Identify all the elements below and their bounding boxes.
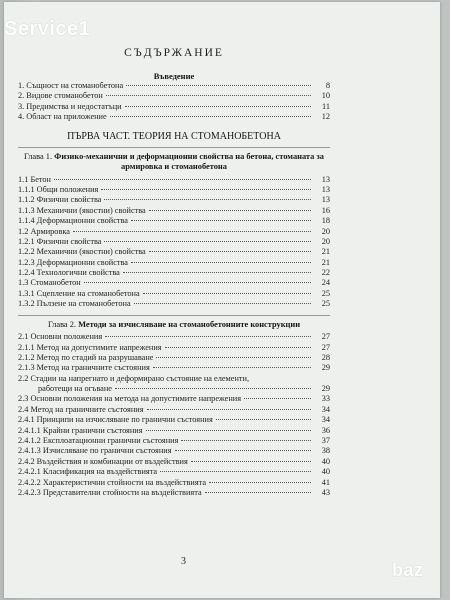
toc-entry: [18, 426, 330, 436]
toc-entry-page: 25: [321, 288, 330, 298]
toc-entry-page: 33: [321, 394, 330, 404]
dot-leader: [115, 388, 311, 389]
toc-entry: [18, 478, 330, 488]
toc-entry: [18, 102, 330, 112]
toc-entry: [18, 394, 330, 404]
toc-entry-page: 16: [321, 205, 330, 215]
dot-leader: [104, 241, 311, 242]
toc-entry-page: 29: [321, 363, 330, 373]
toc-entry-label: 1.1.4 Деформационни свойства: [18, 216, 128, 226]
toc-entry-label: 1.3 Стоманобетон: [18, 278, 81, 288]
toc-entry-page: 34: [321, 404, 330, 414]
dot-leader: [160, 471, 311, 472]
toc-entry-label: 2.4 Метод на граничните състояния: [18, 404, 144, 414]
toc-entry: [18, 299, 330, 309]
page-title: СЪДЪРЖАНИЕ: [124, 47, 224, 59]
dot-leader: [105, 336, 311, 337]
dot-leader: [54, 179, 311, 180]
toc-entry-page: 20: [321, 236, 330, 246]
toc-entry: [18, 175, 330, 185]
dot-leader: [216, 419, 311, 420]
dot-leader: [181, 440, 311, 441]
dot-leader: [143, 293, 311, 294]
toc-entry-label: 2.3 Основни положения на метода на допустимите напрежения: [18, 394, 242, 404]
chapter1-list: [18, 175, 330, 310]
dot-leader: [244, 398, 311, 399]
toc-entry: [18, 258, 330, 268]
dot-leader: [149, 210, 311, 211]
toc-entry: [18, 343, 330, 353]
toc-entry-label: 2.4.2.3 Представителни стойности на въздействията: [18, 488, 202, 497]
toc-entry-page: 13: [321, 184, 330, 194]
dot-leader: [149, 251, 311, 252]
toc-entry-page: 36: [321, 425, 330, 435]
divider: [18, 315, 330, 316]
toc-entry-page: 40: [321, 467, 330, 477]
toc-entry-label: 2.1.3 Метод на граничните състояния: [18, 363, 150, 373]
toc-entry-page: 18: [321, 216, 330, 226]
toc-entry: [18, 363, 330, 373]
toc-entry-label: работещи на огъване: [38, 384, 112, 394]
toc-entry-label: 1.3.2 Пълзене на стоманобетона: [18, 299, 131, 309]
chapter-prefix: Глава 2.: [47, 319, 77, 329]
dot-leader: [73, 231, 311, 232]
chapter-heading: [18, 152, 330, 173]
chapter-heading: [18, 320, 330, 331]
toc-entry-label: 1. Същност на стоманобетона: [18, 81, 124, 90]
toc-entry-label: 1.3.1 Сцепление на стоманобетона: [18, 288, 140, 298]
toc-entry: [18, 332, 330, 342]
dot-leader: [134, 303, 311, 304]
toc-entry: [18, 278, 330, 288]
toc-entry: [18, 353, 330, 363]
toc-entry-label: 1.1.1 Общи положения: [18, 184, 99, 194]
part-title: ТЕОРИЯ НА СТОМАНОБЕТОНА: [132, 130, 281, 142]
dot-leader: [146, 430, 311, 431]
toc-entry: [18, 467, 330, 477]
toc-entry-label: 2.4.1.1 Крайни гранични състояния: [18, 425, 143, 435]
toc-entry-page: 29: [321, 384, 330, 394]
toc-entry-label: 2.1 Основни положения: [18, 332, 103, 342]
dot-leader: [191, 461, 311, 462]
toc-entry-page: 34: [321, 415, 330, 425]
toc-entry: [18, 436, 330, 446]
dot-leader: [131, 220, 311, 221]
toc-entry-page: 27: [321, 342, 330, 352]
toc-entry-label: 2.4.1.3 Изчисляване по гранични състояния: [18, 446, 172, 456]
toc-entry: [18, 289, 330, 299]
toc-entry-label: 1.2.2 Механични (якостни) свойства: [18, 247, 146, 257]
toc-entry: [18, 195, 330, 205]
dot-leader: [205, 492, 311, 493]
intro-heading: Въведение: [153, 71, 195, 81]
toc-entry-label: 2.1.1 Метод на допустимите напрежения: [18, 342, 162, 352]
toc-entry-page: 12: [321, 112, 330, 122]
toc-entry-page: 22: [321, 268, 330, 278]
dot-leader: [101, 189, 311, 190]
document-page: [4, 2, 440, 598]
dot-leader: [123, 272, 311, 273]
toc-entry-label: 2.2 Стадии на напрегнато и деформирано състояние на елементи,: [18, 373, 250, 383]
toc-entry-label: 1.2 Армировка: [18, 226, 70, 236]
toc-entry-label: 1.1.3 Механични (якостни) свойства: [18, 205, 146, 215]
toc-entry: [18, 374, 330, 384]
toc-entry: [18, 81, 330, 91]
toc-entry: [18, 247, 330, 257]
page-number: 3: [181, 556, 186, 567]
toc-entry-label: 2.1.2 Метод по стадий на разрушаване: [18, 352, 154, 362]
dot-leader: [156, 357, 311, 358]
toc-entry-label: 2.4.2.1 Класификация на въздействията: [18, 467, 158, 477]
logo: baz: [392, 560, 424, 580]
toc-entry-label: 2.4.2 Въздействия и комбинации от въздействия: [18, 456, 188, 466]
toc-entry-label: 1.2.3 Деформационни свойства: [18, 257, 128, 267]
toc-entry: [18, 237, 330, 247]
toc-entry-page: 20: [321, 226, 330, 236]
toc-entry-label: 1.2.4 Технологични свойства: [18, 268, 120, 278]
toc-entry-label: 3. Предимства и недостатъци: [18, 101, 122, 111]
toc-entry-label: 1.1 Бетон: [18, 174, 51, 184]
toc-entry: [18, 216, 330, 226]
intro-list: [18, 81, 330, 123]
dot-leader: [126, 85, 311, 86]
toc-entry-label: 4. Област на приложение: [18, 112, 107, 122]
toc-entry: [18, 457, 330, 467]
toc-entry-page: 13: [321, 195, 330, 205]
toc-entry: [18, 268, 330, 278]
toc-entry: [18, 488, 330, 498]
toc-entry-label: 1.1.2 Физични свойства: [18, 195, 102, 205]
toc-entry: [18, 384, 330, 394]
chapter-title: Методи за изчисляване на стоманобетонните конструкции: [78, 319, 301, 329]
divider: [18, 147, 330, 148]
toc-entry-page: 11: [322, 101, 330, 111]
toc-entry: [18, 405, 330, 415]
toc-entry: [18, 446, 330, 456]
toc-entry-label: 1.2.1 Физични свойства: [18, 236, 102, 246]
toc-entry-page: 41: [321, 477, 330, 487]
dot-leader: [104, 199, 311, 200]
toc-entry-page: 24: [321, 278, 330, 288]
toc-entry-page: 27: [321, 332, 330, 342]
dot-leader: [165, 347, 311, 348]
table-of-contents: [18, 47, 330, 498]
dot-leader: [175, 450, 311, 451]
dot-leader: [153, 367, 311, 368]
dot-leader: [110, 116, 311, 117]
toc-entry-page: 21: [321, 247, 330, 257]
toc-entry: [18, 227, 330, 237]
part-prefix: ПЪРВА ЧАСТ.: [67, 130, 131, 142]
toc-entry-label: 2.4.2.2 Характеристични стойности на въздействията: [18, 477, 207, 487]
toc-entry: [18, 206, 330, 216]
toc-entry: [18, 415, 330, 425]
dot-leader: [106, 95, 311, 96]
toc-entry-page: 28: [321, 352, 330, 362]
toc-entry-page: 10: [321, 91, 330, 101]
chapter-prefix: Глава 1.: [24, 151, 53, 161]
dot-leader: [147, 409, 311, 410]
toc-entry-page: 25: [321, 299, 330, 309]
chapter-title: Физико-механични и деформационни свойства на бетона, стоманата за армировка и стоманобетона: [54, 151, 324, 172]
toc-entry-page: 13: [321, 174, 330, 184]
toc-entry: [18, 91, 330, 101]
toc-entry-page: 43: [321, 488, 330, 497]
toc-entry-page: 37: [321, 436, 330, 446]
dot-leader: [84, 282, 311, 283]
toc-entry-page: 21: [321, 257, 330, 267]
dot-leader: [209, 482, 311, 483]
toc-entry-page: 38: [321, 446, 330, 456]
toc-entry-label: 2. Видове стоманобетон: [18, 91, 103, 101]
toc-entry-label: 2.4.1.2 Експлоатационни гранични състояния: [18, 436, 179, 446]
toc-entry-page: 8: [325, 81, 330, 90]
toc-entry: [18, 185, 330, 195]
toc-entry-page: 40: [321, 456, 330, 466]
toc-entry: [18, 112, 330, 122]
watermark: Service1: [4, 18, 91, 40]
chapter2-list: [18, 332, 330, 498]
toc-entry-label: 2.4.1 Принципи на изчисляване по гранични състояния: [18, 415, 213, 425]
dot-leader: [125, 106, 311, 107]
dot-leader: [131, 262, 311, 263]
part-heading: [18, 131, 330, 142]
